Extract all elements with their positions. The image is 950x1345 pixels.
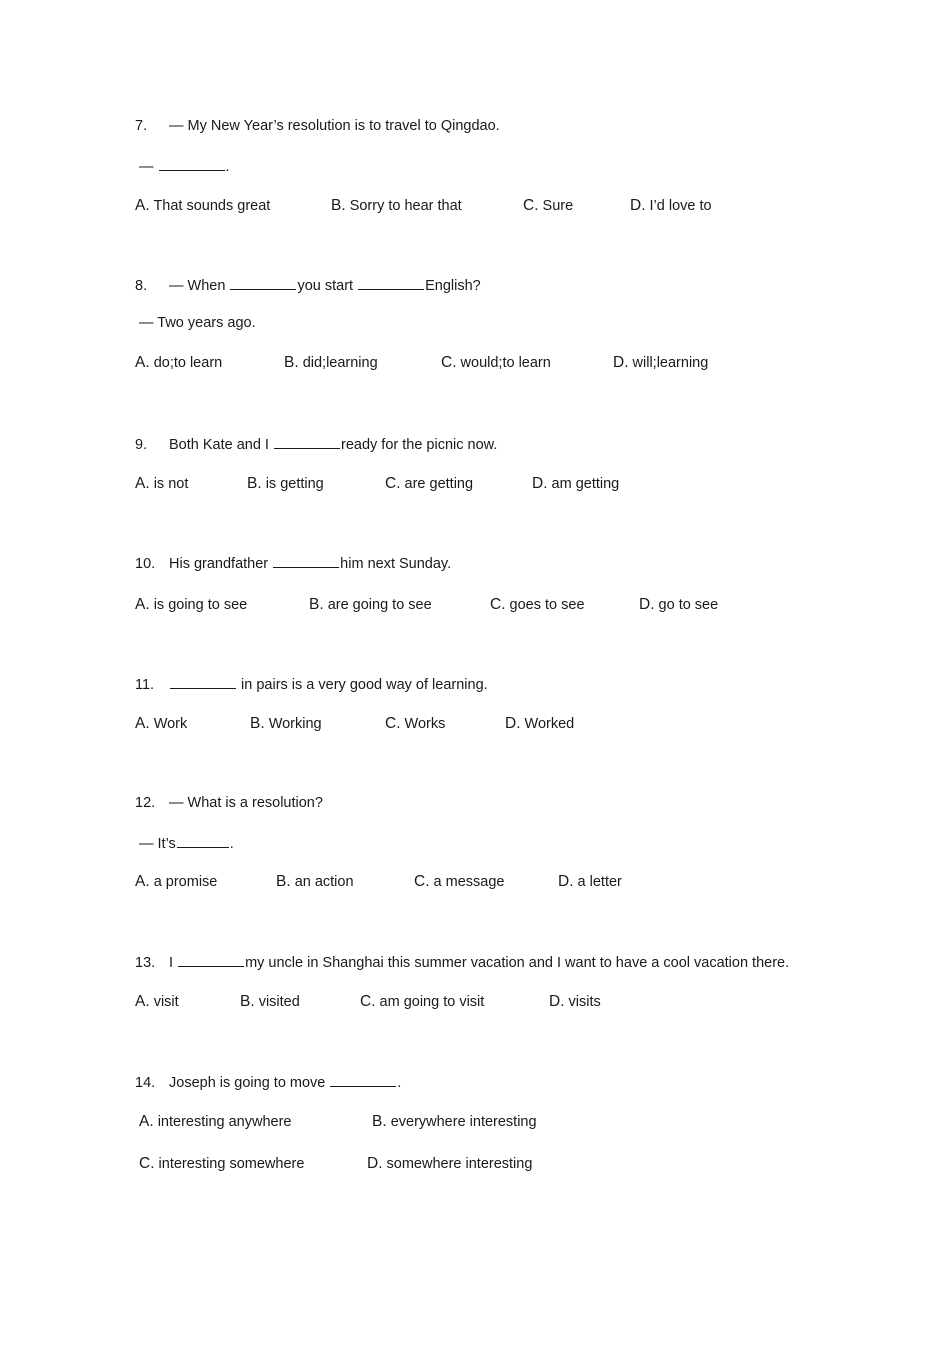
option-letter: D. (505, 715, 521, 732)
option-12a[interactable] (135, 873, 217, 891)
question-number: 11. (135, 677, 155, 693)
option-14a[interactable] (139, 1113, 292, 1131)
option-text: will;learning (632, 355, 709, 371)
option-11b[interactable] (250, 715, 322, 733)
option-letter: A. (135, 715, 150, 732)
option-letter: A. (139, 1113, 154, 1130)
option-letter: B. (247, 475, 262, 492)
question-text: His grandfather (169, 556, 269, 572)
question-text: in pairs is a very good way of learning. (241, 677, 488, 693)
answer-blank (358, 275, 424, 290)
question-8-reply (139, 314, 256, 332)
answer-blank (178, 952, 244, 967)
answer-blank (170, 674, 236, 689)
option-text: do;to learn (153, 355, 223, 371)
question-7-reply (139, 156, 230, 176)
option-letter: C. (385, 475, 401, 492)
option-letter: B. (309, 596, 324, 613)
option-letter: A. (135, 475, 150, 492)
option-text: Sorry to hear that (349, 198, 462, 214)
reply-prefix: — It’s (139, 836, 176, 852)
answer-blank (159, 156, 225, 171)
question-text: him next Sunday. (340, 556, 452, 572)
option-text: is going to see (153, 597, 248, 613)
option-letter: B. (372, 1113, 387, 1130)
question-text: — What is a resolution? (169, 795, 323, 811)
question-number: 9. (135, 437, 148, 453)
reply-suffix: . (229, 836, 234, 852)
option-text: would;to learn (460, 355, 551, 371)
option-8b[interactable] (284, 354, 378, 372)
option-letter: D. (639, 596, 655, 613)
question-text: English? (425, 278, 481, 294)
option-text: a message (433, 874, 505, 890)
question-number: 8. (135, 278, 148, 294)
reply-text: — Two years ago. (139, 315, 256, 331)
option-text: an action (294, 874, 354, 890)
option-11d[interactable] (505, 715, 574, 733)
question-text: — When (169, 278, 226, 294)
question-7-stem (135, 117, 500, 135)
question-9-stem (135, 434, 497, 454)
answer-blank (177, 833, 229, 848)
option-text: Worked (524, 716, 575, 732)
option-14b[interactable] (372, 1113, 537, 1131)
reply-prefix: — (139, 159, 154, 175)
option-11a[interactable] (135, 715, 187, 733)
option-text: a letter (577, 874, 622, 890)
question-text: you start (297, 278, 354, 294)
question-number: 12. (135, 795, 156, 811)
option-letter: D. (549, 993, 565, 1010)
option-text: go to see (658, 597, 719, 613)
option-13a[interactable] (135, 993, 179, 1011)
option-letter: D. (613, 354, 629, 371)
option-13b[interactable] (240, 993, 300, 1011)
option-7c[interactable] (523, 197, 573, 215)
option-text: am going to visit (379, 994, 485, 1010)
option-letter: D. (532, 475, 548, 492)
question-text: . (397, 1075, 402, 1091)
option-letter: B. (240, 993, 255, 1010)
option-8d[interactable] (613, 354, 708, 372)
option-letter: D. (367, 1155, 383, 1172)
option-text: goes to see (509, 597, 585, 613)
option-text: I’d love to (649, 198, 712, 214)
answer-blank (330, 1072, 396, 1087)
option-text: are getting (404, 476, 474, 492)
option-letter: D. (630, 197, 646, 214)
question-text: Joseph is going to move (169, 1075, 326, 1091)
option-7a[interactable] (135, 197, 270, 215)
answer-blank (274, 434, 340, 449)
question-text: I (169, 955, 174, 971)
option-text: everywhere interesting (390, 1114, 537, 1130)
option-text: a promise (153, 874, 218, 890)
option-letter: A. (135, 993, 150, 1010)
option-text: is not (153, 476, 189, 492)
option-9d[interactable] (532, 475, 619, 493)
question-number: 10. (135, 556, 156, 572)
option-text: Works (404, 716, 446, 732)
option-9a[interactable] (135, 475, 188, 493)
option-letter: C. (414, 873, 430, 890)
option-text: interesting somewhere (158, 1156, 305, 1172)
option-letter: C. (523, 197, 539, 214)
option-letter: D. (558, 873, 574, 890)
option-text: Sure (542, 198, 574, 214)
question-12-reply (139, 833, 234, 853)
option-text: That sounds great (153, 198, 271, 214)
question-12-stem (135, 794, 323, 812)
option-letter: A. (135, 197, 150, 214)
option-10b[interactable] (309, 596, 432, 614)
option-text: Work (153, 716, 188, 732)
question-number: 13. (135, 955, 156, 971)
option-text: visits (568, 994, 601, 1010)
option-12c[interactable] (414, 873, 504, 891)
option-8c[interactable] (441, 354, 551, 372)
question-8-stem (135, 275, 481, 295)
question-14-stem (135, 1072, 401, 1092)
answer-blank (230, 275, 296, 290)
question-11-stem (135, 674, 488, 694)
option-letter: C. (490, 596, 506, 613)
question-text: — My New Year’s resolution is to travel to Qingdao. (169, 118, 500, 134)
option-letter: A. (135, 873, 150, 890)
option-letter: B. (276, 873, 291, 890)
answer-blank (273, 553, 339, 568)
option-13c[interactable] (360, 993, 484, 1011)
option-10c[interactable] (490, 596, 585, 614)
reply-suffix: . (225, 159, 230, 175)
option-14d[interactable] (367, 1155, 532, 1173)
option-letter: C. (139, 1155, 155, 1172)
question-10-stem (135, 553, 451, 573)
option-letter: A. (135, 596, 150, 613)
option-10d[interactable] (639, 596, 718, 614)
option-letter: C. (441, 354, 457, 371)
option-7b[interactable] (331, 197, 462, 215)
option-11c[interactable] (385, 715, 445, 733)
option-10a[interactable] (135, 596, 247, 614)
option-text: am getting (551, 476, 620, 492)
question-text: Both Kate and I (169, 437, 269, 453)
option-text: interesting anywhere (157, 1114, 292, 1130)
option-text: Working (268, 716, 322, 732)
option-letter: C. (385, 715, 401, 732)
question-number: 14. (135, 1075, 156, 1091)
option-text: are going to see (327, 597, 432, 613)
option-8a[interactable] (135, 354, 222, 372)
option-text: did;learning (302, 355, 378, 371)
question-13-stem (135, 952, 789, 972)
option-12b[interactable] (276, 873, 354, 891)
option-text: somewhere interesting (386, 1156, 533, 1172)
question-number: 7. (135, 118, 148, 134)
option-letter: A. (135, 354, 150, 371)
question-text: ready for the picnic now. (341, 437, 498, 453)
option-text: visit (153, 994, 179, 1010)
option-13d[interactable] (549, 993, 601, 1011)
option-12d[interactable] (558, 873, 622, 891)
option-7d[interactable] (630, 197, 712, 215)
option-letter: B. (284, 354, 299, 371)
option-14c[interactable] (139, 1155, 304, 1173)
option-9c[interactable] (385, 475, 473, 493)
option-9b[interactable] (247, 475, 324, 493)
option-text: visited (258, 994, 300, 1010)
option-letter: C. (360, 993, 376, 1010)
option-text: is getting (265, 476, 324, 492)
option-letter: B. (331, 197, 346, 214)
option-letter: B. (250, 715, 265, 732)
question-text: my uncle in Shanghai this summer vacation and I want to have a cool vacation there. (245, 955, 790, 971)
